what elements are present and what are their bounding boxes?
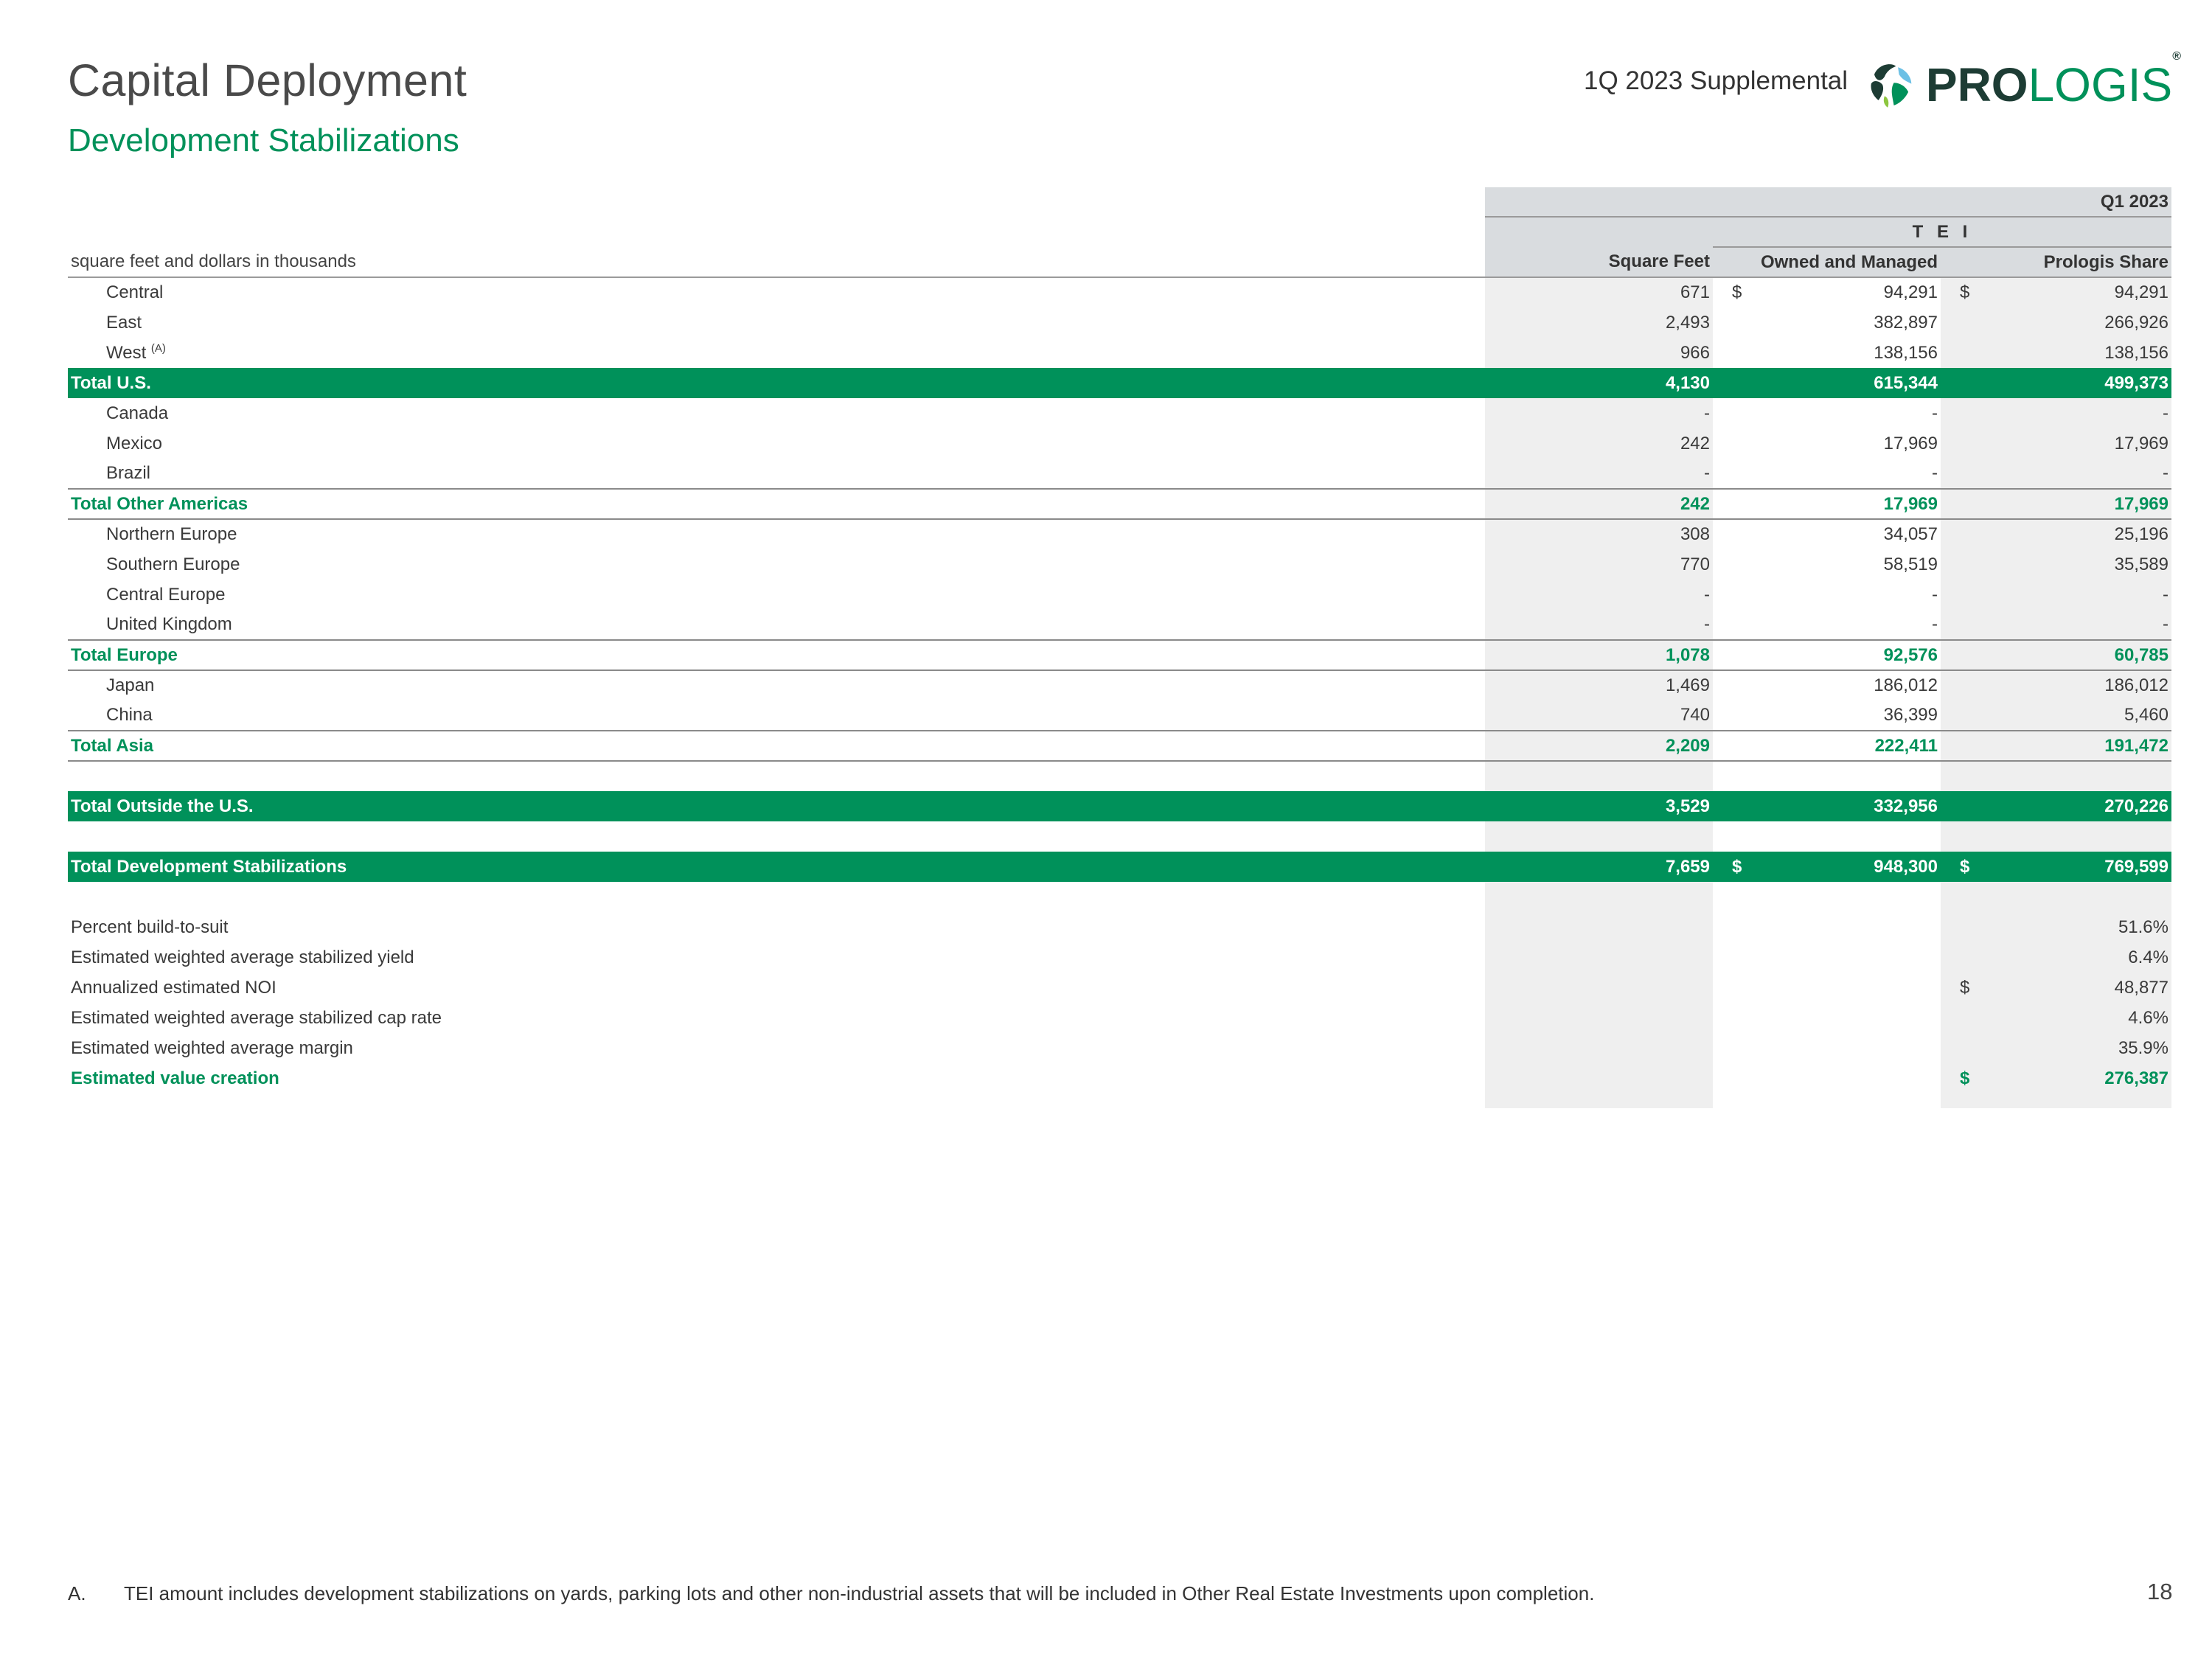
owned-managed-value: 138,156 [1874,342,1938,363]
globe-logo-icon [1864,52,1916,118]
owned-managed-value: 382,897 [1874,312,1938,333]
owned-managed-value: - [1932,403,1938,423]
metric-label: Annualized estimated NOI [71,977,276,998]
metric-value: 6.4% [1941,942,2171,973]
row-label: Mexico [106,433,163,453]
table-row [68,610,2171,640]
prologis-share-value: - [1941,398,2171,428]
footnote: A. TEI amount includes development stabilizations on yards, parking lots and other non-industrial assets that will be included in Other Real Estate Investments upon completion. [68,1582,1595,1604]
table-row [68,307,2171,338]
owned-managed-value: 17,969 [1713,489,1941,519]
owned-managed-value: - [1932,463,1938,483]
table-row [68,338,2171,368]
spacer-row [68,1093,2171,1108]
metric-value: 4.6% [1941,1003,2171,1033]
table-row [68,277,2171,307]
page-title: Capital Deployment [68,55,467,105]
units-note: square feet and dollars in thousands [68,247,1485,277]
row-label: Total Outside the U.S. [68,791,1485,821]
prologis-share-value: 17,969 [1941,428,2171,459]
prologis-logo [1864,52,2181,118]
logo-wordmark: PROLOGIS® [1925,50,2181,111]
owned-managed-value: 615,344 [1713,368,1941,398]
row-label: Japan [106,675,155,695]
owned-managed-value: - [1932,584,1938,605]
prologis-share-value: 270,226 [1941,791,2171,821]
table-row [68,580,2171,610]
row-label: China [106,705,153,725]
square-feet-value: - [1485,580,1713,610]
square-feet-value: 1,078 [1485,640,1713,670]
row-label: Central Europe [106,584,226,605]
table-row [68,489,2171,519]
row-label: Northern Europe [106,524,237,544]
tei-header: T E I [1713,217,2171,247]
period-header: Q1 2023 [1485,187,2171,217]
square-feet-value: 242 [1485,428,1713,459]
square-feet-value: 308 [1485,519,1713,549]
owned-managed-value: - [1932,614,1938,634]
prologis-share-value: - [1941,610,2171,640]
table-row [68,791,2171,821]
table-row [68,428,2171,459]
metric-label: Estimated weighted average margin [71,1037,353,1058]
header-row-tei [68,217,2171,247]
square-feet-value: 7,659 [1485,852,1713,882]
row-label: Total Development Stabilizations [68,852,1485,882]
prologis-share-value: $ 94,291 [1941,277,2171,307]
row-label: Total Asia [68,731,1485,761]
col-header-prologis-share: Prologis Share [1941,247,2171,277]
square-feet-value: 740 [1485,700,1713,731]
square-feet-value: - [1485,398,1713,428]
owned-managed-value: 17,969 [1883,433,1938,453]
row-label: Brazil [106,463,151,483]
table-row [68,459,2171,489]
metric-label: Percent build-to-suit [71,917,229,937]
square-feet-value: 966 [1485,338,1713,368]
row-label: Central [106,282,164,302]
owned-managed-value: 58,519 [1883,554,1938,574]
row-label: Total Europe [68,640,1485,670]
footnote-marker: (A) [150,342,166,355]
row-label: West $^{(A)}$ [106,342,166,363]
table-row [68,549,2171,580]
square-feet-value: 2,493 [1485,307,1713,338]
row-label: Southern Europe [106,554,240,574]
prologis-share-value: - [1941,580,2171,610]
row-label: Total U.S. [68,368,1485,398]
spacer-row [68,761,2171,791]
row-label: Total Other Americas [68,489,1485,519]
prologis-share-value: 186,012 [1941,670,2171,700]
row-label: East [106,312,142,333]
metric-label: Estimated value creation [71,1068,279,1088]
square-feet-value: - [1485,459,1713,489]
metric-row [68,1033,2171,1063]
prologis-share-value: 60,785 [1941,640,2171,670]
metric-value: 35.9% [1941,1033,2171,1063]
row-label: United Kingdom [106,614,232,634]
prologis-share-value: 138,156 [1941,338,2171,368]
square-feet-value: 2,209 [1485,731,1713,761]
spacer-row [68,882,2171,912]
prologis-share-value: 266,926 [1941,307,2171,338]
owned-managed-value: 36,399 [1883,705,1938,725]
prologis-share-value: 17,969 [1941,489,2171,519]
report-label: 1Q 2023 Supplemental [1584,66,1848,95]
page-subtitle: Development Stabilizations [68,122,459,159]
square-feet-value: 3,529 [1485,791,1713,821]
square-feet-value: 770 [1485,549,1713,580]
square-feet-value: 671 [1485,277,1713,307]
table-row [68,700,2171,731]
owned-managed-value: 92,576 [1713,640,1941,670]
owned-managed-value: $ 948,300 [1713,852,1941,882]
table-row [68,640,2171,670]
development-stabilizations-table [68,187,2171,1108]
metric-row [68,1003,2171,1033]
metric-row [68,942,2171,973]
metric-row [68,1063,2171,1093]
metric-row [68,912,2171,942]
header-row-period [68,187,2171,217]
metric-label: Estimated weighted average stabilized yield [71,947,414,967]
table-row [68,398,2171,428]
prologis-share-value: 5,460 [1941,700,2171,731]
table-row [68,670,2171,700]
col-header-square-feet: Square Feet [1485,247,1713,277]
prologis-share-value: 35,589 [1941,549,2171,580]
owned-managed-value: $ 94,291 [1732,282,1938,302]
col-header-owned-managed: Owned and Managed [1713,247,1941,277]
square-feet-value: 4,130 [1485,368,1713,398]
prologis-share-value: 191,472 [1941,731,2171,761]
square-feet-value: 1,469 [1485,670,1713,700]
metric-value: 51.6% [1941,912,2171,942]
row-label: Canada [106,403,169,423]
spacer-row [68,821,2171,852]
owned-managed-value: 332,956 [1713,791,1941,821]
page-number: 18 [2147,1579,2173,1604]
owned-managed-value: 222,411 [1713,731,1941,761]
metric-value: $ 276,387 [1941,1063,2171,1093]
metric-row [68,973,2171,1003]
owned-managed-value: 34,057 [1883,524,1938,544]
metric-value: $ 48,877 [1941,973,2171,1003]
table-row [68,731,2171,761]
owned-managed-value: 186,012 [1874,675,1938,695]
prologis-share-value: $ 769,599 [1941,852,2171,882]
table-row [68,368,2171,398]
table-row [68,519,2171,549]
square-feet-value: 242 [1485,489,1713,519]
table-row [68,852,2171,882]
prologis-share-value: - [1941,459,2171,489]
square-feet-value: - [1485,610,1713,640]
header-row-columns [68,247,2171,277]
prologis-share-value: 499,373 [1941,368,2171,398]
metric-label: Estimated weighted average stabilized cap rate [71,1007,442,1028]
prologis-share-value: 25,196 [1941,519,2171,549]
